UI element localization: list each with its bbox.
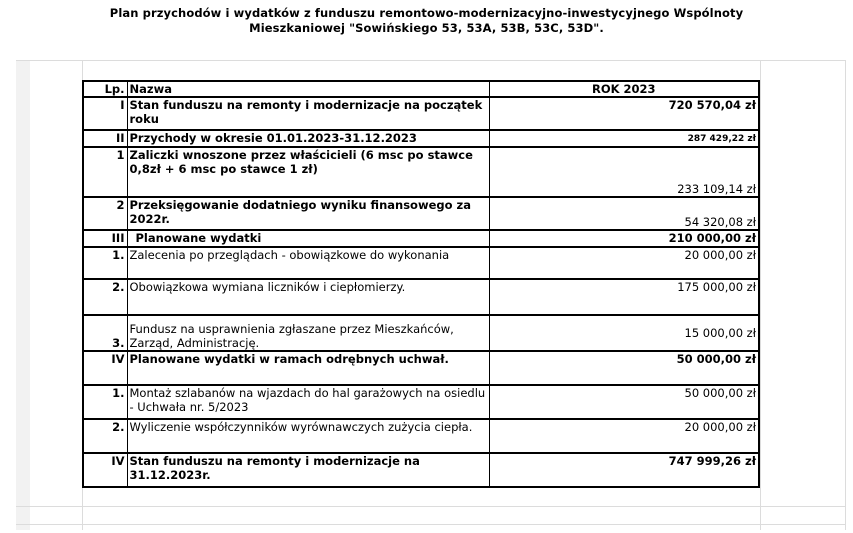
row-amount: 54 320,08 zł <box>489 197 759 230</box>
row-amount: 210 000,00 zł <box>489 230 759 247</box>
spreadsheet-gutter <box>16 60 30 530</box>
row-amount: 50 000,00 zł <box>489 351 759 385</box>
row-lp: IV <box>83 453 127 487</box>
table-row <box>83 247 759 279</box>
title-line-1: Plan przychodów i wydatków z funduszu remontowo-modernizacyjno-inwestycyjnego Wspólnoty <box>109 6 744 20</box>
grid-line <box>16 60 846 61</box>
row-amount: 720 570,04 zł <box>489 97 759 130</box>
row-name: Obowiązkowa wymiana liczników i ciepłomierzy. <box>127 279 489 315</box>
row-name: Stan funduszu na remonty i modernizacje na początek roku <box>127 97 489 130</box>
row-lp: I <box>83 97 127 130</box>
row-amount: 233 109,14 zł <box>489 147 759 197</box>
row-lp: III <box>83 230 127 247</box>
row-name: Fundusz na usprawnienia zgłaszane przez Mieszkańców, Zarząd, Administrację. <box>127 315 489 351</box>
row-name: Montaż szlabanów na wjazdach do hal garażowych na osiedlu - Uchwała nr. 5/2023 <box>127 385 489 419</box>
row-name: Przychody w okresie 01.01.2023-31.12.2023 <box>127 130 489 147</box>
row-lp: 1. <box>83 385 127 419</box>
row-lp: 2. <box>83 279 127 315</box>
table-row <box>83 385 759 419</box>
row-amount: 20 000,00 zł <box>489 247 759 279</box>
row-amount: 747 999,26 zł <box>489 453 759 487</box>
row-lp: 2. <box>83 419 127 453</box>
row-name: Zaliczki wnoszone przez właścicieli (6 msc po stawce 0,8zł + 6 msc po stawce 1 zł) <box>127 147 489 197</box>
plan-table <box>82 80 760 488</box>
table-row <box>83 351 759 385</box>
row-lp: 1. <box>83 247 127 279</box>
header-name: Nazwa <box>127 81 489 97</box>
table-row <box>83 197 759 230</box>
table-row <box>83 453 759 487</box>
row-amount: 15 000,00 zł <box>489 315 759 351</box>
grid-line <box>845 60 846 530</box>
row-lp: 3. <box>83 315 127 351</box>
table-row <box>83 97 759 130</box>
table-row <box>83 419 759 453</box>
document-title <box>0 6 853 36</box>
row-name: Planowane wydatki <box>127 230 489 247</box>
header-year: ROK 2023 <box>489 81 759 97</box>
row-name: Przeksięgowanie dodatniego wyniku finansowego za 2022r. <box>127 197 489 230</box>
grid-line <box>16 524 846 525</box>
header-lp: Lp. <box>83 81 127 97</box>
row-lp: 2 <box>83 197 127 230</box>
row-name: Wyliczenie współczynników wyrównawczych zużycia ciepła. <box>127 419 489 453</box>
row-name: Stan funduszu na remonty i modernizacje na 31.12.2023r. <box>127 453 489 487</box>
row-amount: 175 000,00 zł <box>489 279 759 315</box>
row-lp: 1 <box>83 147 127 197</box>
grid-line <box>16 506 846 507</box>
row-name: Planowane wydatki w ramach odrębnych uchwał. <box>127 351 489 385</box>
row-amount: 287 429,22 zł <box>489 130 759 147</box>
table-row <box>83 279 759 315</box>
table-row <box>83 130 759 147</box>
title-line-2: Mieszkaniowej "Sowińskiego 53, 53A, 53B, 53C, 53D". <box>249 21 604 35</box>
row-lp: II <box>83 130 127 147</box>
row-amount: 20 000,00 zł <box>489 419 759 453</box>
row-name: Zalecenia po przeglądach - obowiązkowe do wykonania <box>127 247 489 279</box>
table-row <box>83 147 759 197</box>
row-lp: IV <box>83 351 127 385</box>
row-amount: 50 000,00 zł <box>489 385 759 419</box>
grid-line <box>760 60 761 530</box>
table-row <box>83 315 759 351</box>
table-row <box>83 230 759 247</box>
table-header-row <box>83 81 759 97</box>
